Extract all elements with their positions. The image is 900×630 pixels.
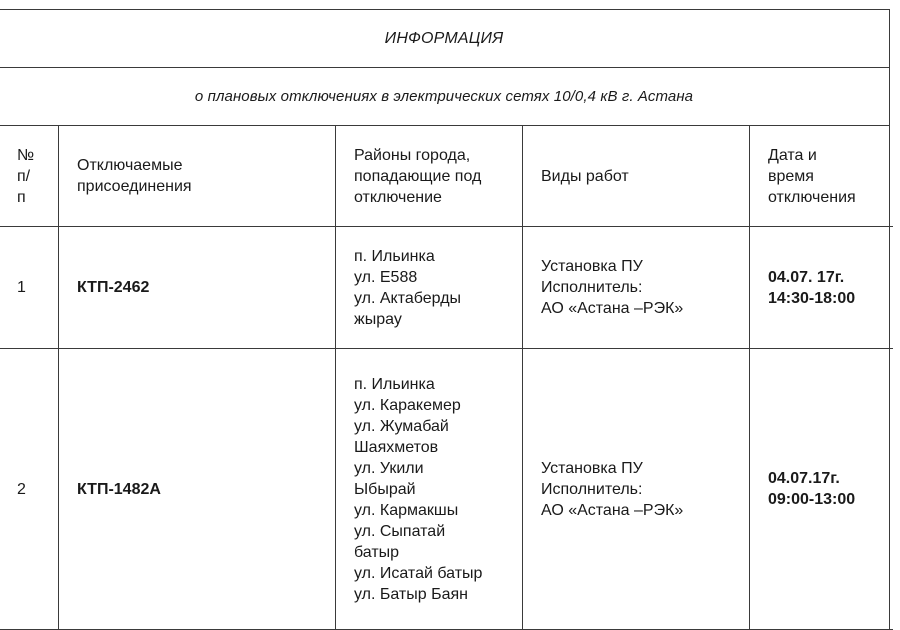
datetime-line: 14:30-18:00 xyxy=(768,289,856,307)
row-districts-cell xyxy=(336,227,523,349)
header-districts xyxy=(336,126,523,227)
district-line: ул. Актаберды xyxy=(354,289,462,307)
work-line: Установка ПУ xyxy=(541,258,643,275)
district-line: ул. Каракемер xyxy=(354,396,461,414)
row-number: 2 xyxy=(17,480,26,498)
header-number xyxy=(0,126,59,227)
row-work-cell xyxy=(523,227,750,349)
district-line: батыр xyxy=(354,543,400,561)
district-line: ул. Кармакшы xyxy=(354,501,459,519)
header-work-types xyxy=(523,126,750,227)
work-line: Установка ПУ xyxy=(541,459,643,477)
header-number-line: п xyxy=(17,188,26,206)
row-datetime-cell xyxy=(750,349,894,630)
row-number-cell xyxy=(0,349,59,630)
row-connection-cell xyxy=(59,227,336,349)
work-line: АО «Астана –РЭК» xyxy=(541,300,684,317)
row-districts-cell xyxy=(336,349,523,630)
header-connections-line: Отключаемые xyxy=(77,157,183,174)
district-line: Шаяхметов xyxy=(354,438,439,456)
work-line: Исполнитель: xyxy=(541,480,643,498)
row-connection: КТП-2462 xyxy=(77,279,150,296)
district-line: Ыбырай xyxy=(354,480,416,498)
datetime-line: 04.07. 17г. xyxy=(768,268,845,286)
header-connections xyxy=(59,126,336,227)
header-datetime-line: время xyxy=(768,167,814,185)
header-districts-line: отключение xyxy=(354,188,442,206)
district-line: п. Ильинка xyxy=(354,247,435,265)
district-line: ул. Исатай батыр xyxy=(354,564,483,582)
row-connection-cell xyxy=(59,349,336,630)
document-subtitle: о плановых отключениях в электрических сетях 10/0,4 кВ г. Астана xyxy=(0,68,889,126)
header-number-line: № xyxy=(17,146,35,164)
header-datetime-line: отключения xyxy=(768,188,856,206)
work-line: Исполнитель: xyxy=(541,279,643,296)
header-datetime-line: Дата и xyxy=(768,146,817,164)
work-line: АО «Астана –РЭК» xyxy=(541,501,684,519)
district-line: ул. Укили xyxy=(354,459,424,477)
district-line: п. Ильинка xyxy=(354,375,435,393)
district-line: жырау xyxy=(354,310,402,328)
datetime-line: 09:00-13:00 xyxy=(768,491,856,508)
district-line: ул. Жумабай xyxy=(354,417,449,435)
outage-info-sheet xyxy=(0,9,890,630)
district-line: ул. Сыпатай xyxy=(354,522,446,540)
header-districts-line: Районы города, xyxy=(354,146,471,164)
table-row xyxy=(0,227,893,349)
document-title: ИНФОРМАЦИЯ xyxy=(0,10,889,68)
header-districts-line: попадающие под xyxy=(354,167,482,185)
row-number-cell xyxy=(0,227,59,349)
district-line: ул. Батыр Баян xyxy=(354,585,468,603)
header-datetime xyxy=(750,126,894,227)
header-number-line: п/ xyxy=(17,167,31,185)
outage-table xyxy=(0,126,893,630)
district-line: ул. Е588 xyxy=(354,268,418,286)
table-row xyxy=(0,349,893,630)
row-connection: КТП-1482А xyxy=(77,480,161,498)
row-number: 1 xyxy=(17,279,26,296)
table-header-row xyxy=(0,126,893,227)
row-datetime-cell xyxy=(750,227,894,349)
datetime-line: 04.07.17г. xyxy=(768,470,840,487)
row-work-cell xyxy=(523,349,750,630)
header-work-types-line: Виды работ xyxy=(541,167,629,185)
header-connections-line: присоединения xyxy=(77,178,192,195)
